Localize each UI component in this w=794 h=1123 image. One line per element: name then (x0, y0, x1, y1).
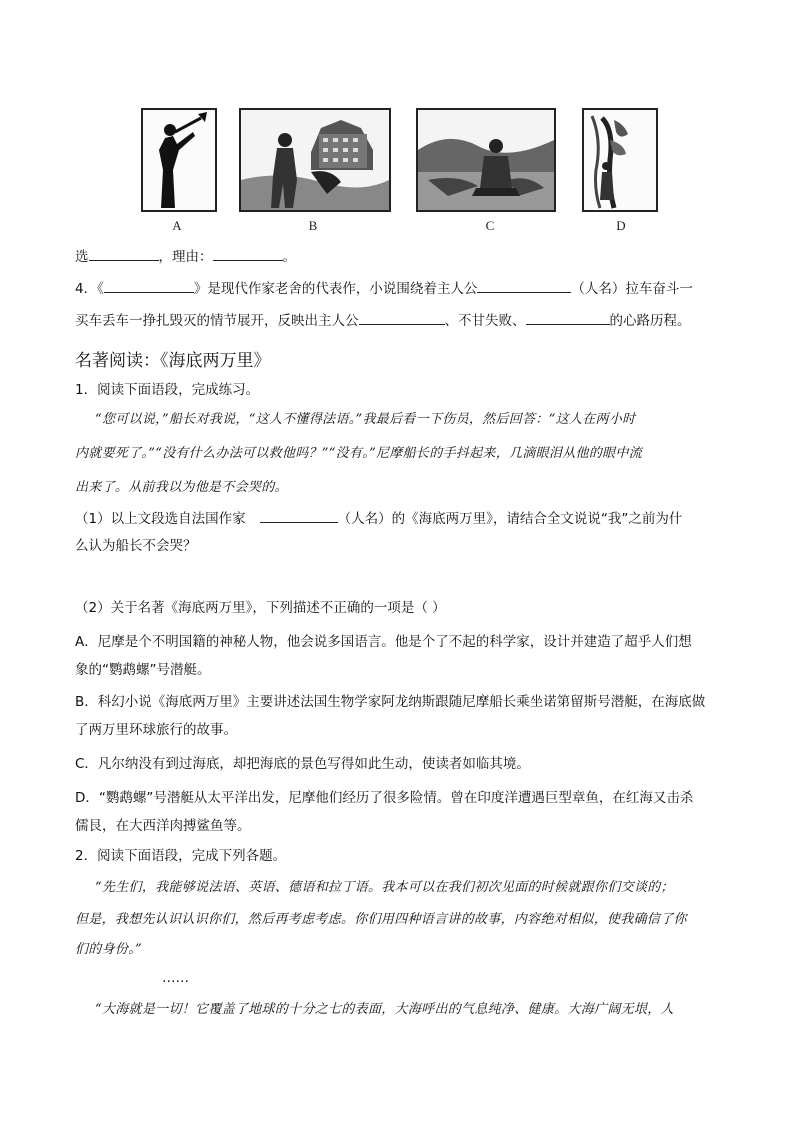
question-text: （人名）的《海底两万里》，请结合全文说说“我”之前为什 (337, 511, 683, 527)
illustration-a (141, 108, 217, 212)
trumpeter-figure-image (143, 110, 215, 210)
illustration-b (239, 108, 391, 212)
book-title-blank[interactable] (104, 278, 194, 293)
passage1-quote-line: “您可以说，”船长对我说，“这人不懂得法语。”我最后看一下伤员，然后回答：“这人在两小时 (95, 412, 636, 427)
tree-figure-image (584, 110, 656, 210)
q3-answer-line (75, 246, 296, 267)
passage1-quote-line: 出来了。从前我以为他是不会哭的。 (75, 480, 288, 495)
figure-label-c: C (485, 218, 495, 233)
q4-text: 的心路历程。 (609, 313, 691, 329)
q4-text: （人名）拉车奋斗一 (571, 281, 693, 297)
figure-label-d: D (616, 218, 626, 233)
question-1-1-cont: 么认为船长不会哭？ (75, 538, 197, 554)
section-title: 名著阅读：《海底两万里》 (75, 351, 271, 371)
q4-line-1 (75, 278, 693, 299)
q4-text: 4．《 (75, 281, 104, 297)
q4-line-2 (75, 310, 691, 331)
option-d-line-2: 儒艮，在大西洋肉搏鲨鱼等。 (75, 818, 251, 834)
question-1-2: （2）关于名著《海底两万里》，下列描述不正确的一项是（ ） (75, 600, 446, 616)
option-b-line-2: 了两万里环球旅行的故事。 (75, 722, 237, 738)
q3-end-punct: 。 (282, 249, 296, 265)
passage2-quote-line: “大海就是一切！它覆盖了地球的十分之七的表面，大海呼出的气息纯净、健康。大海广阔无垠，人 (95, 1002, 674, 1017)
q4-text: 买车丢车一挣扎毁灭的情节展开，反映出主人公 (75, 313, 359, 329)
illustration-c (416, 108, 556, 212)
passage2-quote-line: 们的身份。” (75, 942, 142, 957)
question-text: （1）以上文段选自法国作家 (75, 511, 246, 527)
option-c: C．凡尔纳没有到过海底，却把海底的景色写得如此生动，使读者如临其境。 (75, 756, 530, 772)
passage1-quote-line: 内就要死了。”“没有什么办法可以救他吗？”“没有。”尼摩船长的手抖起来，几滴眼泪从他的眼中流 (75, 446, 643, 461)
choose-blank[interactable] (89, 246, 159, 261)
passage1-intro: 1．阅读下面语段，完成练习。 (75, 382, 260, 398)
question-1-1-line (75, 508, 682, 529)
protagonist-blank[interactable] (477, 278, 571, 293)
passage2-quote-line: 但是，我想先认识认识你们，然后再考虑考虑。你们用四种语言讲的故事，内容绝对相似，使我确信了你 (75, 912, 687, 927)
author-blank[interactable] (260, 508, 338, 523)
figure-label-a: A (172, 218, 182, 233)
trait-blank-2[interactable] (526, 310, 610, 325)
reason-label: ，理由： (158, 249, 213, 265)
passage2-quote-line: “先生们，我能够说法语、英语、德语和拉丁语。我本可以在我们初次见面的时候就跟你们交谈的； (95, 880, 674, 895)
choose-label: 选 (75, 249, 89, 265)
figure-label-b: B (308, 218, 318, 233)
option-a-line-1: A．尼摩是个不明国籍的神秘人物，他会说多国语言。他是个了不起的科学家，设计并建造了超乎人们想 (75, 634, 692, 650)
reason-blank[interactable] (213, 246, 283, 261)
ellipsis: …… (162, 970, 189, 986)
option-d-line-1: D．“鹦鹉螺”号潜艇从太平洋出发，尼摩他们经历了很多险情。曾在印度洋遭遇巨型章鱼，在红海又击杀 (75, 790, 694, 806)
option-b-line-1: B．科幻小说《海底两万里》主要讲述法国生物学家阿龙纳斯跟随尼摩船长乘坐诺第留斯号潜艇，在海底做 (75, 694, 706, 710)
q4-text: 、不甘失败、 (444, 313, 526, 329)
option-a-line-2: 象的“鹦鹉螺”号潜艇。 (75, 662, 211, 678)
q4-text: 》是现代作家老舍的代表作，小说围绕着主人公 (193, 281, 478, 297)
illustration-d (582, 108, 658, 212)
seated-figure-image (418, 110, 554, 210)
city-gate-figure-image (241, 110, 389, 210)
passage2-intro: 2．阅读下面语段，完成下列各题。 (75, 848, 287, 864)
trait-blank-1[interactable] (359, 310, 445, 325)
illustration-row (0, 108, 794, 238)
